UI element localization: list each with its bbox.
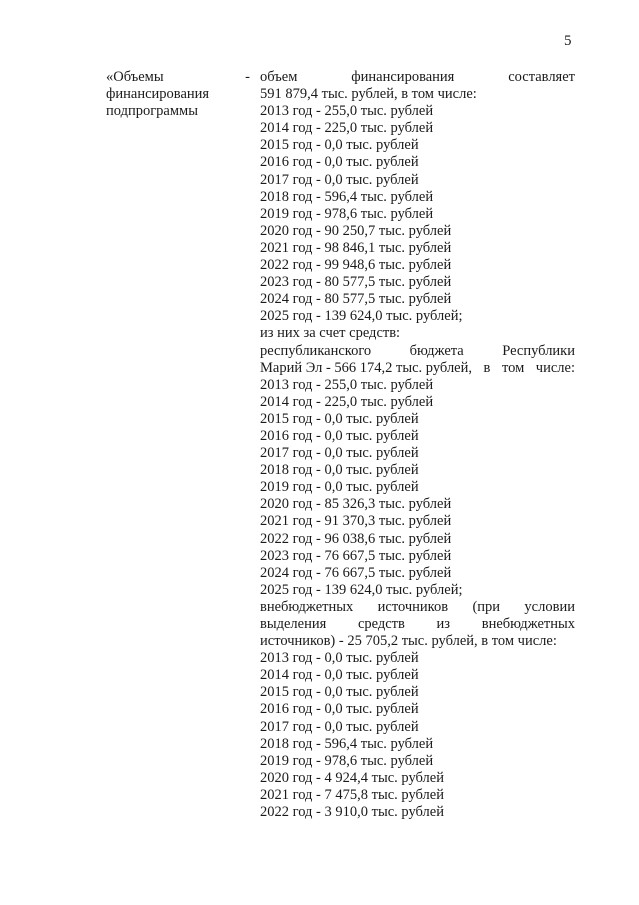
total-year-item: 2019 год - 978,6 тыс. рублей (260, 205, 434, 222)
republic-year-item: 2021 год - 91 370,3 тыс. рублей (260, 513, 452, 530)
intro-word: объем (260, 69, 298, 85)
extra-word: из (436, 616, 451, 632)
republic-line-1 (260, 343, 575, 360)
sources-intro: из них за счет средств: (260, 325, 401, 342)
section-label-line-2: финансирования (106, 86, 210, 103)
republic-year-item: 2013 год - 255,0 тыс. рублей (260, 376, 434, 393)
intro-word: составляет (508, 69, 575, 85)
republic-year-item: 2024 год - 76 667,5 тыс. рублей (260, 564, 452, 581)
extra-year-item: 2018 год - 596,4 тыс. рублей (260, 735, 434, 752)
extra-word: источников (377, 598, 449, 615)
total-year-item: 2025 год - 139 624,0 тыс. рублей; (260, 308, 463, 325)
total-year-item: 2013 год - 255,0 тыс. рублей (260, 103, 434, 120)
republic-word: в (483, 359, 491, 376)
republic-by-year-list (260, 377, 575, 599)
extra-word: (при (472, 598, 501, 615)
republic-word: Марий Эл - 566 174,2 тыс. рублей, (260, 359, 472, 376)
extra-year-item: 2013 год - 0,0 тыс. рублей (260, 650, 419, 667)
extra-word: условии (524, 598, 575, 615)
intro-word: финансирования (351, 69, 455, 85)
republic-word: том (501, 359, 525, 376)
republic-year-item: 2016 год - 0,0 тыс. рублей (260, 427, 419, 444)
republic-year-item: 2019 год - 0,0 тыс. рублей (260, 479, 419, 496)
section-label-line-1: «Объемы (106, 69, 164, 85)
total-year-item: 2021 год - 98 846,1 тыс. рублей (260, 239, 452, 256)
total-year-item: 2020 год - 90 250,7 тыс. рублей (260, 222, 452, 239)
extra-year-item: 2014 год - 0,0 тыс. рублей (260, 667, 419, 684)
intro-line-2: 591 879,4 тыс. рублей, в том числе: (260, 86, 477, 103)
republic-word: бюджета (409, 342, 464, 359)
republic-year-item: 2015 год - 0,0 тыс. рублей (260, 410, 419, 427)
republic-year-item: 2017 год - 0,0 тыс. рублей (260, 445, 419, 462)
total-year-item: 2022 год - 99 948,6 тыс. рублей (260, 257, 452, 274)
republic-word: республиканского (260, 342, 372, 359)
extra-word: внебюджетных (260, 598, 354, 615)
republic-word: числе: (535, 359, 575, 376)
extra-word: средств (357, 616, 405, 632)
total-year-item: 2017 год - 0,0 тыс. рублей (260, 171, 419, 188)
page-number: 5 (564, 33, 572, 49)
extra-line-1 (260, 599, 575, 616)
extra-year-item: 2015 год - 0,0 тыс. рублей (260, 684, 419, 701)
extra-word: внебюджетных (481, 616, 575, 632)
republic-line-2 (260, 360, 575, 377)
section-label-row-1 (106, 69, 250, 86)
extra-year-item: 2016 год - 0,0 тыс. рублей (260, 701, 419, 718)
republic-year-item: 2023 год - 76 667,5 тыс. рублей (260, 547, 452, 564)
republic-year-item: 2014 год - 225,0 тыс. рублей (260, 393, 434, 410)
total-by-year-list (260, 103, 575, 325)
total-year-item: 2015 год - 0,0 тыс. рублей (260, 137, 419, 154)
total-year-item: 2023 год - 80 577,5 тыс. рублей (260, 274, 452, 291)
extra-year-item: 2020 год - 4 924,4 тыс. рублей (260, 769, 444, 786)
extra-year-item: 2021 год - 7 475,8 тыс. рублей (260, 786, 444, 803)
republic-year-item: 2022 год - 96 038,6 тыс. рублей (260, 530, 452, 547)
republic-year-item: 2020 год - 85 326,3 тыс. рублей (260, 496, 452, 513)
total-year-item: 2024 год - 80 577,5 тыс. рублей (260, 291, 452, 308)
republic-word: Республики (502, 342, 575, 359)
republic-year-item: 2018 год - 0,0 тыс. рублей (260, 462, 419, 479)
extra-line-3: источников) - 25 705,2 тыс. рублей, в том числе: (260, 633, 557, 650)
section-label-dash: - (245, 69, 250, 85)
total-year-item: 2018 год - 596,4 тыс. рублей (260, 188, 434, 205)
intro-line-1 (260, 69, 575, 86)
section-label-line-3: подпрограммы (106, 103, 198, 120)
total-year-item: 2014 год - 225,0 тыс. рублей (260, 120, 434, 137)
extra-by-year-list (260, 650, 575, 821)
section-label (106, 69, 250, 120)
financing-content (260, 69, 575, 821)
extra-year-item: 2019 год - 978,6 тыс. рублей (260, 752, 434, 769)
total-year-item: 2016 год - 0,0 тыс. рублей (260, 154, 419, 171)
republic-year-item: 2025 год - 139 624,0 тыс. рублей; (260, 581, 463, 598)
extra-word: выделения (260, 616, 327, 632)
extra-year-item: 2022 год - 3 910,0 тыс. рублей (260, 804, 444, 821)
extra-line-2 (260, 616, 575, 633)
extra-year-item: 2017 год - 0,0 тыс. рублей (260, 718, 419, 735)
